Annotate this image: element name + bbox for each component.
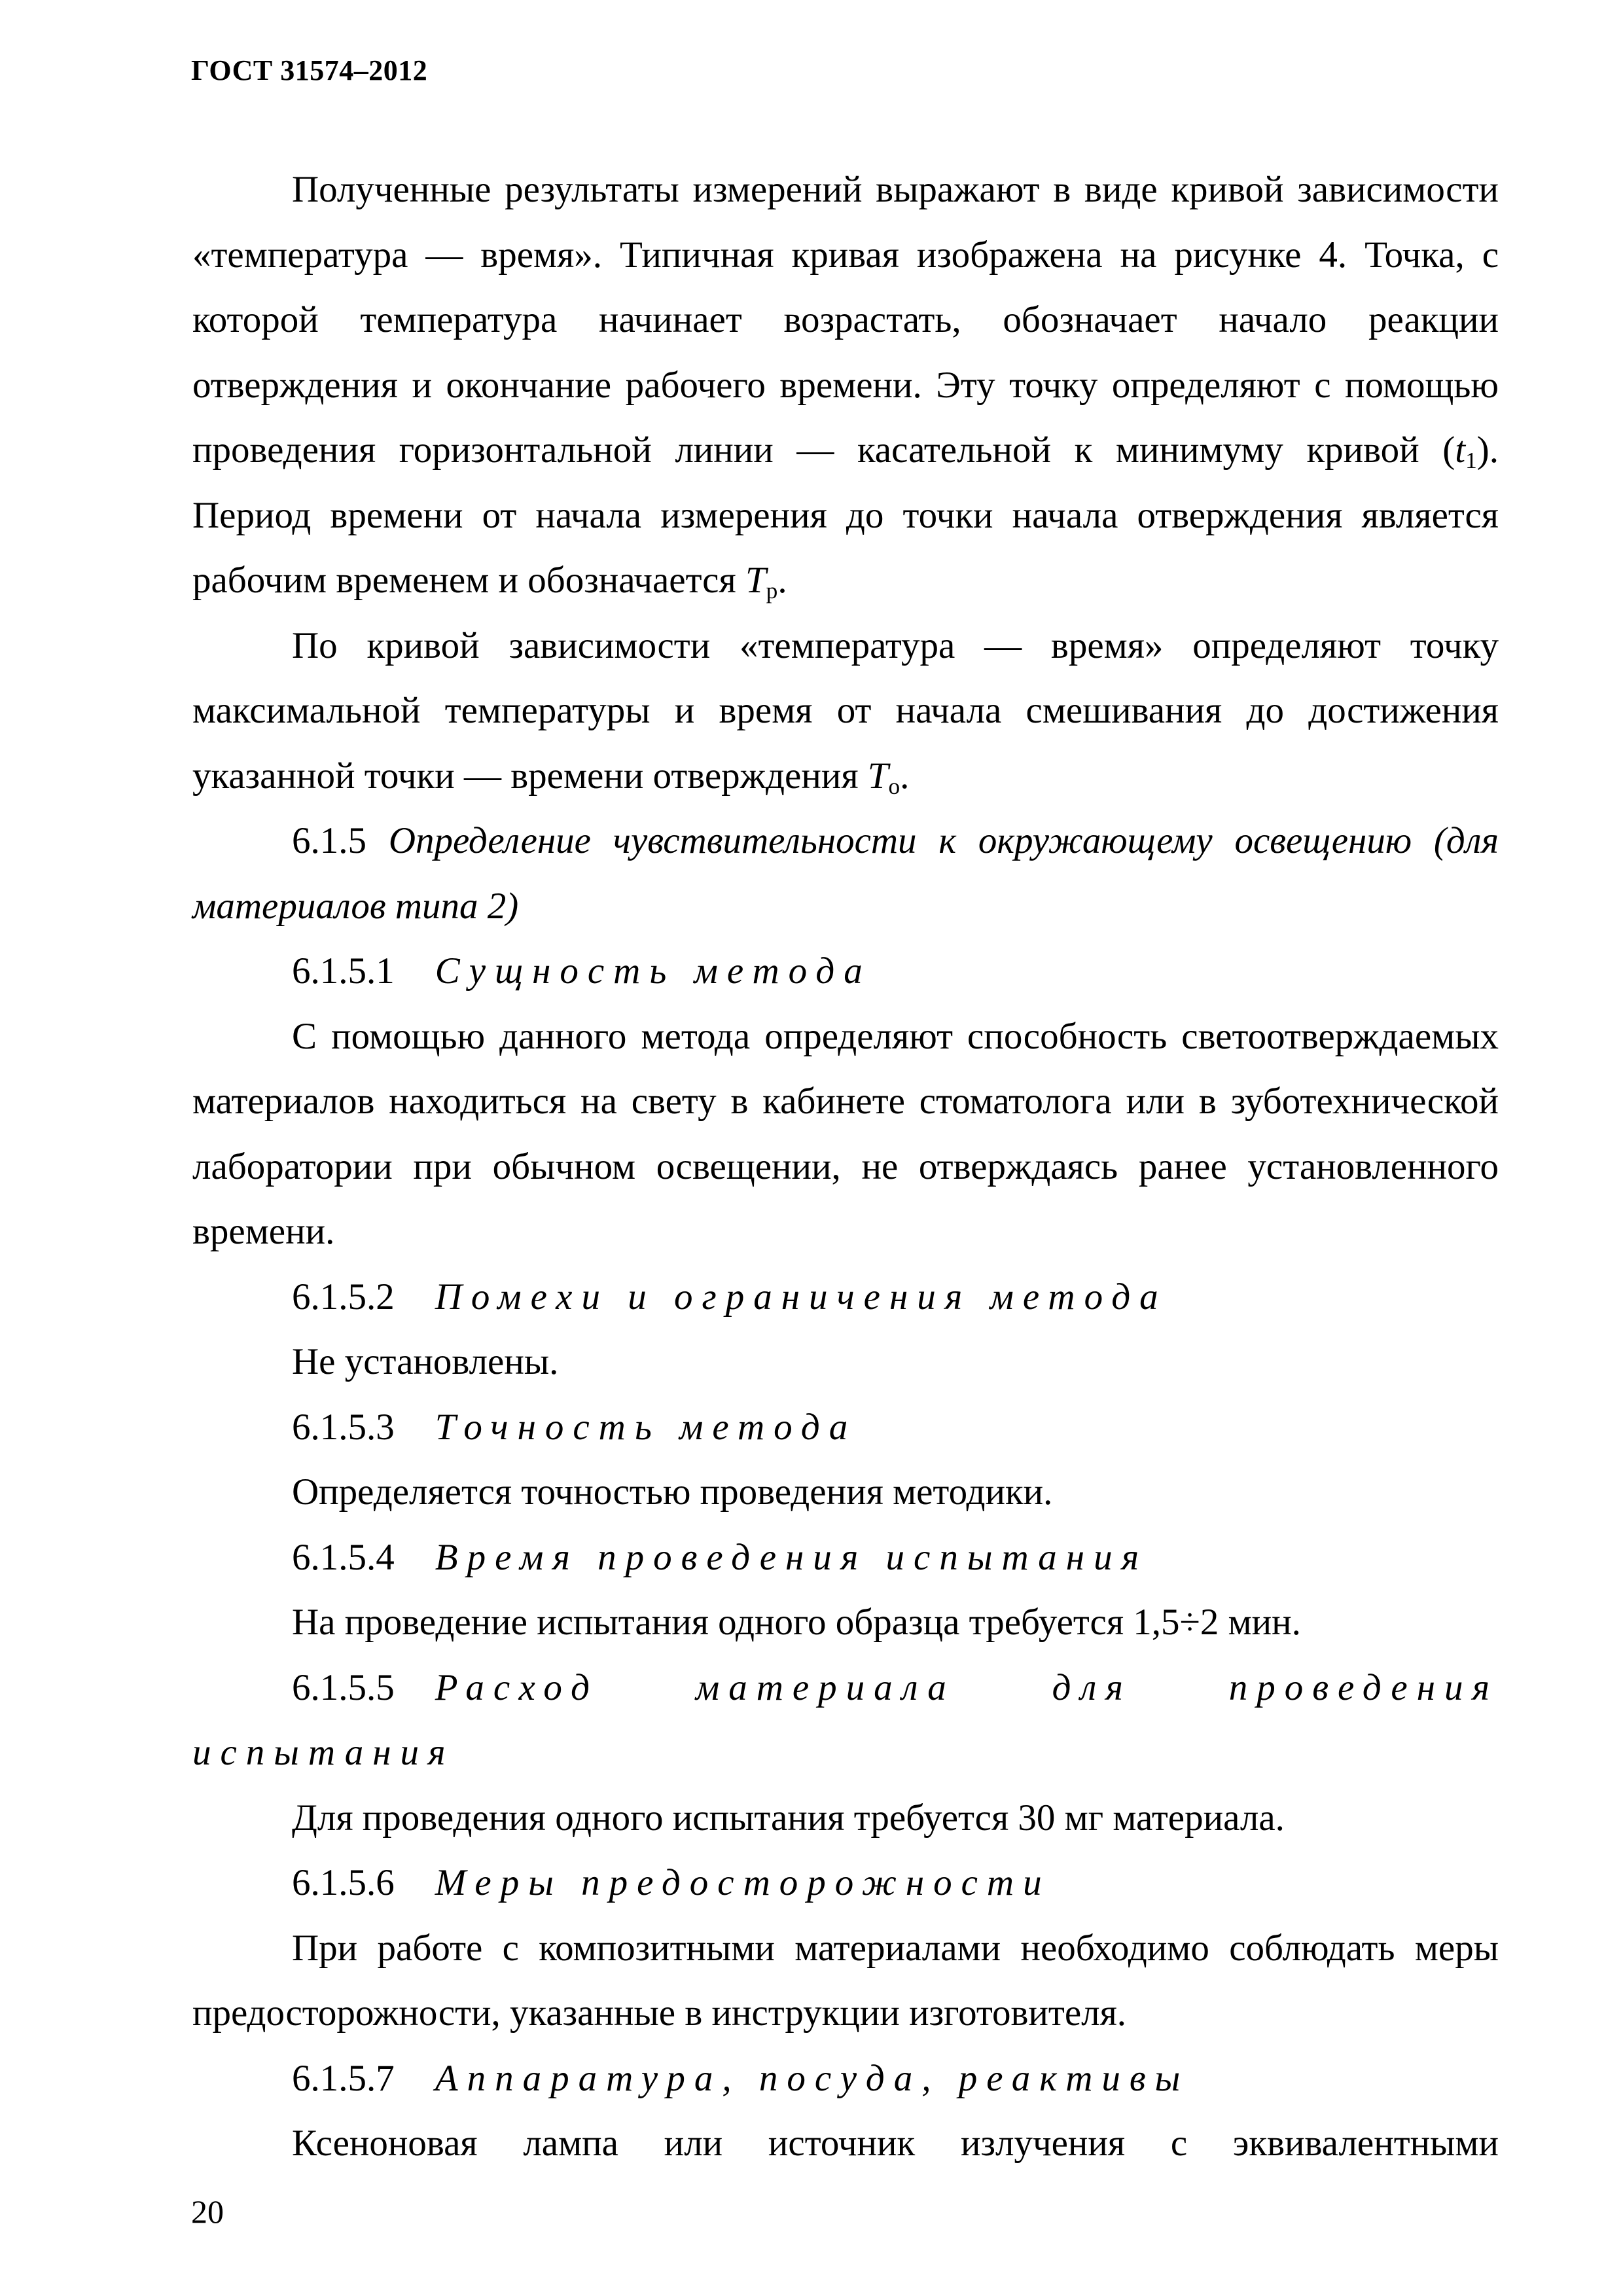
paragraph-equipment: Ксеноновая лампа или источник излучения с эквивалентными [292,2123,1499,2164]
paragraph-end: . [777,560,787,601]
section-6-1-5-4 [192,1525,1499,1590]
section-number: 6.1.5.7 [292,2057,395,2099]
section-title: Меры предосторожности [435,1862,1051,1903]
paragraph-curve-results [192,157,1499,613]
variable-t: t [1455,429,1466,471]
section-6-1-5-6 [192,1850,1499,1916]
section-number: 6.1.5 [292,820,389,861]
section-number: 6.1.5.1 [292,950,395,992]
variable-subscript: р [766,577,778,603]
paragraph-text: По кривой зависимости «температура — время» определяют точку максимальной температуры и время от начала смешивания до достижения указанной точки — времени отверждения [192,624,1499,797]
section-title: Аппаратура, посуда, реактивы [435,2057,1190,2099]
section-title: Точность метода [435,1406,857,1448]
paragraph-precautions: При работе с композитными материалами необходимо соблюдать меры предосторожности, указанные в инструкции изготовителя. [192,1927,1499,2034]
paragraph-not-established: Не установлены. [292,1341,559,1382]
section-6-1-5 [192,808,1499,939]
document-body [192,157,1499,2176]
section-number: 6.1.5.6 [292,1862,395,1903]
section-6-1-5-2 [192,1265,1499,1330]
variable-subscript: 1 [1465,447,1477,473]
section-title: Определение чувствительности к окружающему освещению (для материалов типа 2) [192,820,1499,927]
section-6-1-5-3 [192,1395,1499,1460]
variable-T: T [867,755,889,797]
section-6-1-5-7 [192,2046,1499,2111]
document-header: ГОСТ 31574–2012 [191,54,428,86]
page-number: 20 [191,2193,224,2230]
paragraph-text: ). Период времени от начала измерения до точки начала отверждения является рабочим временем и обозначается [192,429,1499,601]
variable-T: T [745,560,766,601]
paragraph-accuracy: Определяется точностью проведения методики. [292,1471,1053,1513]
paragraph-test-time: На проведение испытания одного образца требуется 1,5÷2 мин. [292,1602,1301,1643]
section-number: 6.1.5.2 [292,1276,395,1318]
section-number: 6.1.5.4 [292,1536,395,1578]
section-title: Помехи и ограничения метода [435,1276,1168,1318]
section-number: 6.1.5.5 [292,1666,395,1708]
paragraph-max-temperature [192,613,1499,809]
section-6-1-5-5 [192,1655,1499,1785]
paragraph-text: Полученные результаты измерений выражают в виде кривой зависимости «температура — время». Типичная кривая изображена на рисунке 4. Точка, с которой температура начинает возрастать, обозначает начало реакции отверждения и окончание рабочего времени. Эту точку определяют с помощью проведения горизонтальной линии — касательной к минимуму кривой ( [192,169,1499,471]
section-title: Время проведения испытания [435,1536,1149,1578]
section-6-1-5-1 [192,939,1499,1004]
paragraph-end: . [900,755,910,797]
section-number: 6.1.5.3 [292,1406,395,1448]
paragraph-method-essence: С помощью данного метода определяют способность светоотверждаемых материалов находиться на свету в кабинете стоматолога или в зуботехнической лаборатории при обычном освещении, не отверждаясь ранее установленного времени. [192,1015,1499,1252]
section-title: Расход материала для проведения испытания [192,1666,1499,1773]
section-title: Сущность метода [435,950,872,992]
paragraph-material-consumption: Для проведения одного испытания требуется 30 мг материала. [292,1797,1285,1839]
variable-subscript: о [888,773,901,799]
